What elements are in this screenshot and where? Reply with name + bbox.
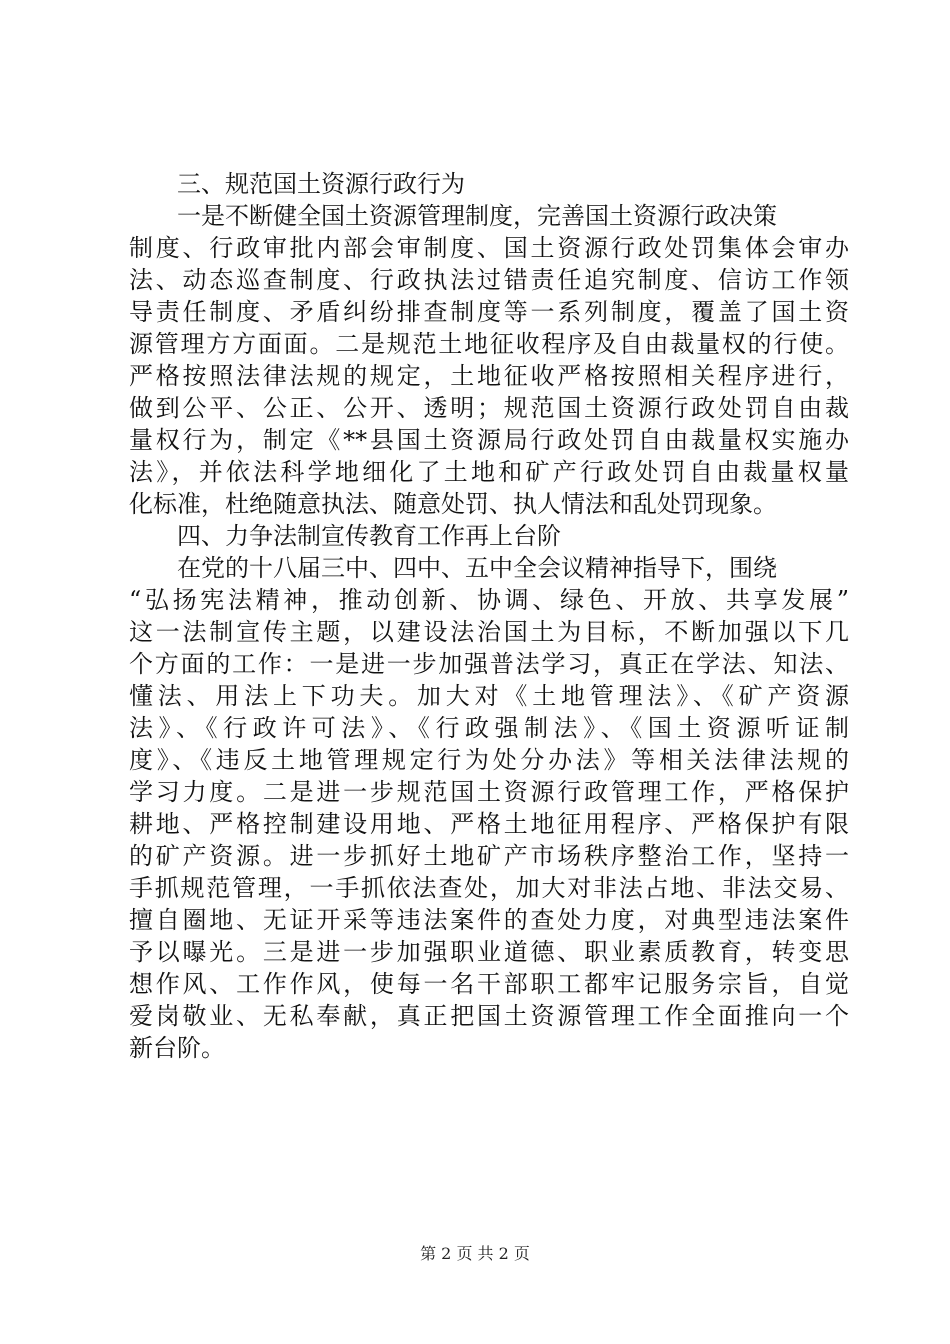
paragraph-line: 个方面的工作：一是进一步加强普法学习，真正在学法、知法、 [129,650,849,678]
paragraph-line: 一是不断健全国土资源管理制度，完善国土资源行政决策 [177,202,777,230]
paragraph-line: 法、动态巡查制度、行政执法过错责任追究制度、信访工作领 [129,266,849,294]
paragraph-line: 的矿产资源。进一步抓好土地矿产市场秩序整治工作，坚持一 [129,842,849,870]
paragraph-line: 源管理方方面面。二是规范土地征收程序及自由裁量权的行使。 [129,330,849,358]
paragraph-line: 量权行为，制定《**县国土资源局行政处罚自由裁量权实施办 [129,426,849,454]
paragraph-line: 学习力度。二是进一步规范国土资源行政管理工作，严格保护 [129,778,849,806]
section-heading-3: 三、规范国土资源行政行为 [177,170,465,198]
paragraph-line: 这一法制宣传主题，以建设法治国土为目标，不断加强以下几 [129,618,849,646]
paragraph-line: “弘扬宪法精神，推动创新、协调、绿色、开放、共享发展” [129,586,849,614]
section-heading-4: 四、力争法制宣传教育工作再上台阶 [177,522,561,550]
paragraph-line: 度》、《违反土地管理规定行为处分办法》等相关法律法规的 [129,746,849,774]
paragraph-line: 耕地、严格控制建设用地、严格土地征用程序、严格保护有限 [129,810,849,838]
paragraph-line: 手抓规范管理，一手抓依法查处，加大对非法占地、非法交易、 [129,874,849,902]
paragraph-line: 法》、《行政许可法》、《行政强制法》、《国土资源听证制 [129,714,849,742]
paragraph-line: 严格按照法律法规的规定，土地征收严格按照相关程序进行， [129,362,849,390]
paragraph-line: 法》，并依法科学地细化了土地和矿产行政处罚自由裁量权量 [129,458,849,486]
paragraph-line: 新台阶。 [129,1034,225,1062]
paragraph-line: 化标准，杜绝随意执法、随意处罚、执人情法和乱处罚现象。 [129,490,777,518]
paragraph-line: 做到公平、公正、公开、透明；规范国土资源行政处罚自由裁 [129,394,849,422]
paragraph-line: 想作风、工作作风，使每一名干部职工都牢记服务宗旨，自觉 [129,970,849,998]
body-text [129,168,849,1064]
paragraph-line: 擅自圈地、无证开采等违法案件的查处力度，对典型违法案件 [129,906,849,934]
paragraph-line: 制度、行政审批内部会审制度、国土资源行政处罚集体会审办 [129,234,849,262]
page-number-footer: 第 2 页 共 2 页 [420,1244,530,1263]
paragraph-line: 在党的十八届三中、四中、五中全会议精神指导下，围绕 [177,554,777,582]
paragraph-line: 予以曝光。三是进一步加强职业道德、职业素质教育，转变思 [129,938,849,966]
paragraph-line: 爱岗敬业、无私奉献，真正把国土资源管理工作全面推向一个 [129,1002,849,1030]
paragraph-line: 导责任制度、矛盾纠纷排查制度等一系列制度，覆盖了国土资 [129,298,849,326]
paragraph-line: 懂法、用法上下功夫。加大对《土地管理法》、《矿产资源 [129,682,849,710]
